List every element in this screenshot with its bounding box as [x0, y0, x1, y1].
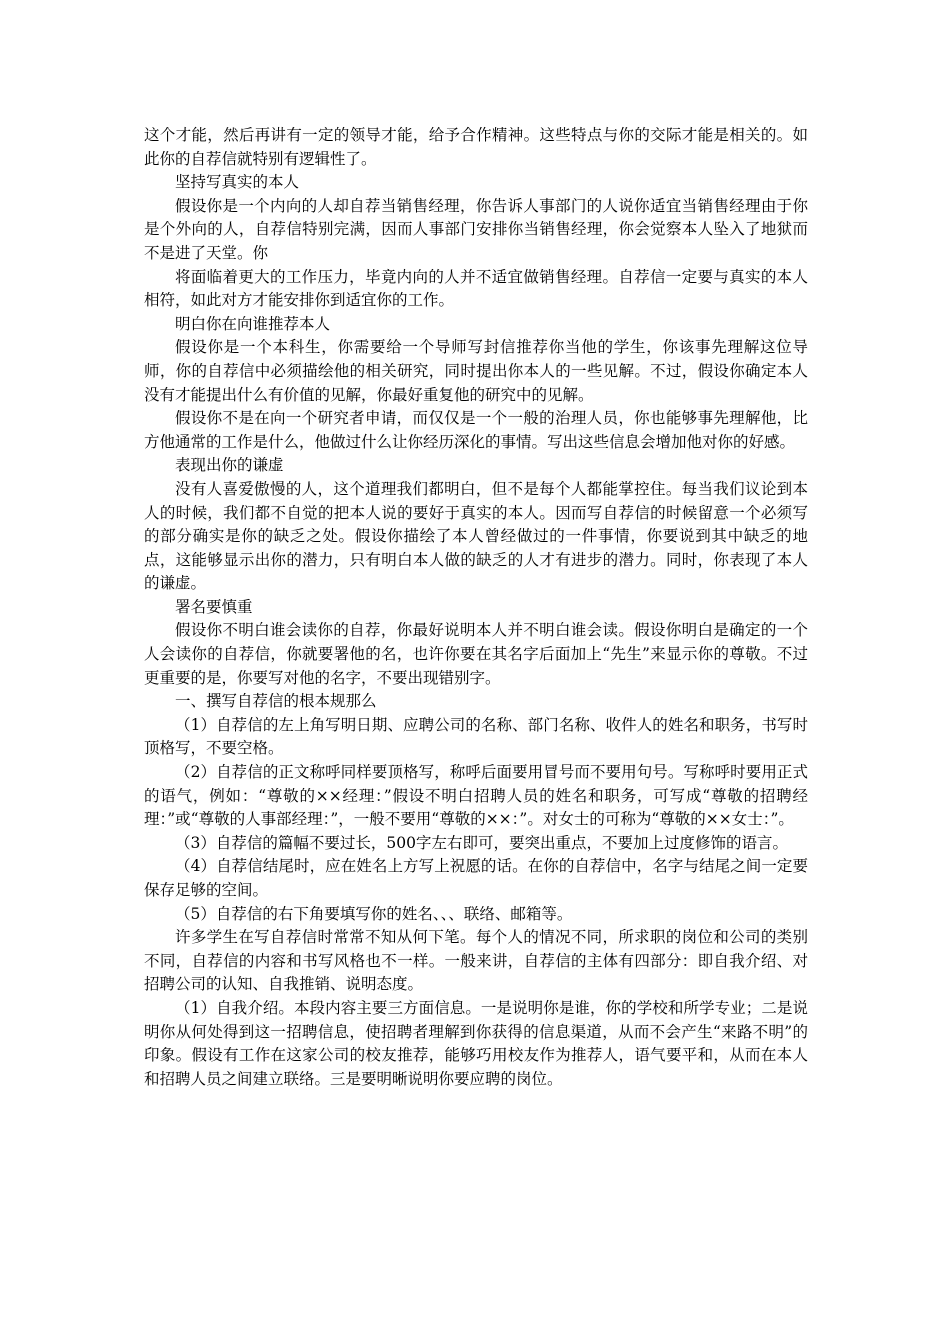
rule-item-2: （2）自荐信的正文称呼同样要顶格写，称呼后面要用冒号而不要用句号。写称呼时要用正式的语气，例如：“尊敬的××经理：”假设不明白招聘人员的姓名和职务，可写成“尊敬的招聘经理：”或“尊敬的人事部经理：”，一般不要用“尊敬的××：”。对女士的可称为“尊敬的××女士：”。	[144, 763, 808, 829]
section-heading-rules: 一、撰写自荐信的根本规那么	[175, 692, 377, 711]
section-heading-audience: 明白你在向谁推荐本人	[175, 314, 331, 333]
paragraph-intro-continued: 这个才能，然后再讲有一定的领导才能，给予合作精神。这些特点与你的交际才能是相关的。如此你的自荐信就特别有逻辑性了。	[144, 126, 808, 168]
paragraph-signature: 假设你不明白谁会读你的自荐，你最好说明本人并不明白谁会读。假设你明白是确定的一个人会读你的自荐信，你就要署他的名，也许你要在其名字后面加上“先生”来显示你的尊敬。不过更重要的是，你要写对他的名字，不要出现错别字。	[144, 621, 808, 687]
rule-item-4: （4）自荐信结尾时，应在姓名上方写上祝愿的话。在你的自荐信中，名字与结尾之间一定要保存足够的空间。	[144, 857, 808, 899]
paragraph-audience-2: 假设你不是在向一个研究者申请，而仅仅是一个一般的治理人员，你也能够事先理解他，比方他通常的工作是什么，他做过什么让你经历深化的事情。写出这些信息会增加他对你的好感。	[144, 409, 808, 451]
paragraph-truthful-2: 将面临着更大的工作压力，毕竟内向的人并不适宜做销售经理。自荐信一定要与真实的本人相符，如此对方才能安排你到适宜你的工作。	[144, 267, 808, 310]
rule-item-1: （1）自荐信的左上角写明日期、应聘公司的名称、部门名称、收件人的姓名和职务，书写时顶格写，不要空格。	[144, 715, 808, 758]
paragraph-modesty: 没有人喜爱傲慢的人，这个道理我们都明白，但不是每个人都能掌控住。每当我们议论到本人的时候，我们都不自觉的把本人说的要好于真实的本人。因而写自荐信的时候留意一个必须写的部分确实是你的缺乏之处。假设你描绘了本人曾经做过的一件事情，你要说到其中缺乏的地点，这能够显示出你的潜力，只有明白本人做的缺乏的人才有进步的潜力。同时，你表现了本人的谦虚。	[144, 479, 808, 593]
rule-item-5: （5）自荐信的右下角要填写你的姓名、、、联络、邮箱等。	[175, 904, 573, 923]
structure-item-1: （1）自我介绍。本段内容主要三方面信息。一是说明你是谁，你的学校和所学专业；二是说明你从何处得到这一招聘信息，使招聘者理解到你获得的信息渠道，从而不会产生“来路不明”的印象。假设有工作在这家公司的校友推荐，能够巧用校友作为推荐人，语气要平和，从而在本人和招聘人员之间建立联络。三是要明晰说明你要应聘的岗位。	[144, 998, 808, 1088]
paragraph-structure-intro: 许多学生在写自荐信时常常不知从何下笔。每个人的情况不同，所求职的岗位和公司的类别不同，自荐信的内容和书写风格也不一样。一般来讲，自荐信的主体有四部分：即自我介绍、对招聘公司的认知、自我推销、说明态度。	[144, 928, 808, 994]
section-heading-modesty: 表现出你的谦虚	[175, 456, 284, 475]
section-heading-signature: 署名要慎重	[175, 597, 253, 616]
document-page	[144, 124, 808, 1091]
paragraph-truthful-1: 假设你是一个内向的人却自荐当销售经理，你告诉人事部门的人说你适宜当销售经理由于你是个外向的人，自荐信特别完满，因而人事部门安排你当销售经理，你会觉察本人坠入了地狱而不是进了天堂。你	[144, 196, 808, 262]
rule-item-3: （3）自荐信的篇幅不要过长，500字左右即可，要突出重点，不要加上过度修饰的语言。	[175, 833, 788, 852]
paragraph-audience-1: 假设你是一个本科生，你需要给一个导师写封信推荐你当他的学生，你该事先理解这位导师，你的自荐信中必须描绘他的相关研究，同时提出你本人的一些见解。不过，假设你确定本人没有才能提出什么有价值的见解，你最好重复他的研究中的见解。	[144, 338, 808, 404]
section-heading-truthful: 坚持写真实的本人	[175, 173, 300, 192]
